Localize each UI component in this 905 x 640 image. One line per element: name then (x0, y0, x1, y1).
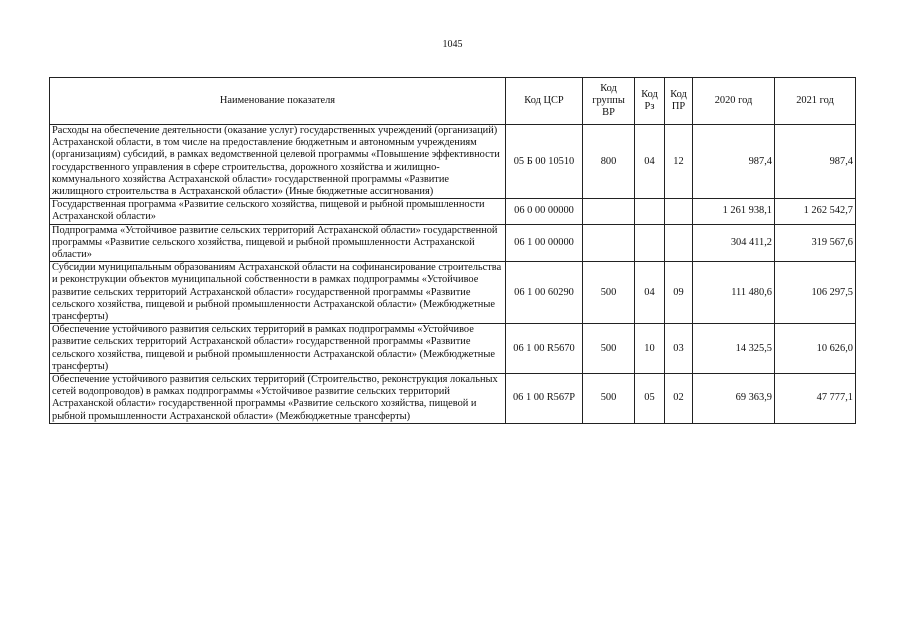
table-header-row (50, 78, 856, 125)
row-vr (583, 224, 635, 262)
page-number: 1045 (442, 39, 463, 50)
table-row (50, 199, 856, 224)
header-pr: Код ПР (665, 78, 693, 125)
row-rz: 04 (635, 262, 665, 324)
header-2021: 2021 год (775, 78, 856, 125)
budget-table (49, 77, 856, 424)
row-name: Субсидии муниципальным образованиям Астраханской области на софинансирование строительства и реконструкции объектов муниципальной собственности в рамках подпрограммы «Устойчивое развитие сельских территорий Астраханской области» государственной программы «Развитие сельского хозяйства, пищевой и рыбной промышленности Астраханской области» (Межбюджетные трансферты) (50, 262, 506, 324)
row-pr: 03 (665, 324, 693, 374)
row-2020: 69 363,9 (693, 374, 775, 424)
row-csr: 06 0 00 00000 (506, 199, 583, 224)
row-2020: 304 411,2 (693, 224, 775, 262)
row-2021: 1 262 542,7 (775, 199, 856, 224)
row-2021: 987,4 (775, 125, 856, 199)
row-name: Подпрограмма «Устойчивое развитие сельских территорий Астраханской области» государственной программы «Развитие сельского хозяйства, пищевой и рыбной промышленности Астраханской области» (50, 224, 506, 262)
row-2021: 47 777,1 (775, 374, 856, 424)
row-vr: 500 (583, 324, 635, 374)
table-row (50, 224, 856, 262)
row-csr: 06 1 00 60290 (506, 262, 583, 324)
row-rz: 05 (635, 374, 665, 424)
row-rz: 04 (635, 125, 665, 199)
table-row (50, 262, 856, 324)
row-2020: 1 261 938,1 (693, 199, 775, 224)
row-pr: 12 (665, 125, 693, 199)
header-rz: Код Рз (635, 78, 665, 125)
row-2020: 987,4 (693, 125, 775, 199)
row-csr: 06 1 00 R567P (506, 374, 583, 424)
row-csr: 06 1 00 R5670 (506, 324, 583, 374)
row-rz: 10 (635, 324, 665, 374)
header-csr: Код ЦСР (506, 78, 583, 125)
row-csr: 06 1 00 00000 (506, 224, 583, 262)
header-2020: 2020 год (693, 78, 775, 125)
row-vr (583, 199, 635, 224)
row-2021: 106 297,5 (775, 262, 856, 324)
row-pr: 02 (665, 374, 693, 424)
table-row (50, 125, 856, 199)
row-rz (635, 224, 665, 262)
row-2020: 14 325,5 (693, 324, 775, 374)
header-name: Наименование показателя (50, 78, 506, 125)
row-vr: 500 (583, 262, 635, 324)
row-name: Государственная программа «Развитие сельского хозяйства, пищевой и рыбной промышленности Астраханской области» (50, 199, 506, 224)
row-vr: 500 (583, 374, 635, 424)
row-pr (665, 224, 693, 262)
row-rz (635, 199, 665, 224)
header-vr: Код группы ВР (583, 78, 635, 125)
table-row (50, 324, 856, 374)
row-2021: 10 626,0 (775, 324, 856, 374)
table-row (50, 374, 856, 424)
row-pr (665, 199, 693, 224)
row-csr: 05 Б 00 10510 (506, 125, 583, 199)
row-name: Обеспечение устойчивого развития сельских территорий в рамках подпрограммы «Устойчивое развитие сельских территорий Астраханской области» государственной программы «Развитие сельского хозяйства, пищевой и рыбной промышленности Астраханской области» (Межбюджетные трансферты) (50, 324, 506, 374)
row-vr: 800 (583, 125, 635, 199)
row-2021: 319 567,6 (775, 224, 856, 262)
row-2020: 111 480,6 (693, 262, 775, 324)
row-name: Расходы на обеспечение деятельности (оказание услуг) государственных учреждений (организаций) Астраханской области, в том числе на предоставление бюджетным и автономным учреждениям (организациям) субсидий, в рамках ведомственной целевой программы «Повышение эффективности государственного управления в сфере строительства, дорожного хозяйства и жилищно-коммунального хозяйства Астраханской области» государственной программы «Развитие жилищного строительства в Астраханской области» (Иные бюджетные ассигнования) (50, 125, 506, 199)
row-name: Обеспечение устойчивого развития сельских территорий (Строительство, реконструкция локальных сетей водопроводов) в рамках подпрограммы «Устойчивое развитие сельских территорий Астраханской области» государственной программы «Развитие сельского хозяйства, пищевой и рыбной промышленности Астраханской области» (Межбюджетные трансферты) (50, 374, 506, 424)
row-pr: 09 (665, 262, 693, 324)
